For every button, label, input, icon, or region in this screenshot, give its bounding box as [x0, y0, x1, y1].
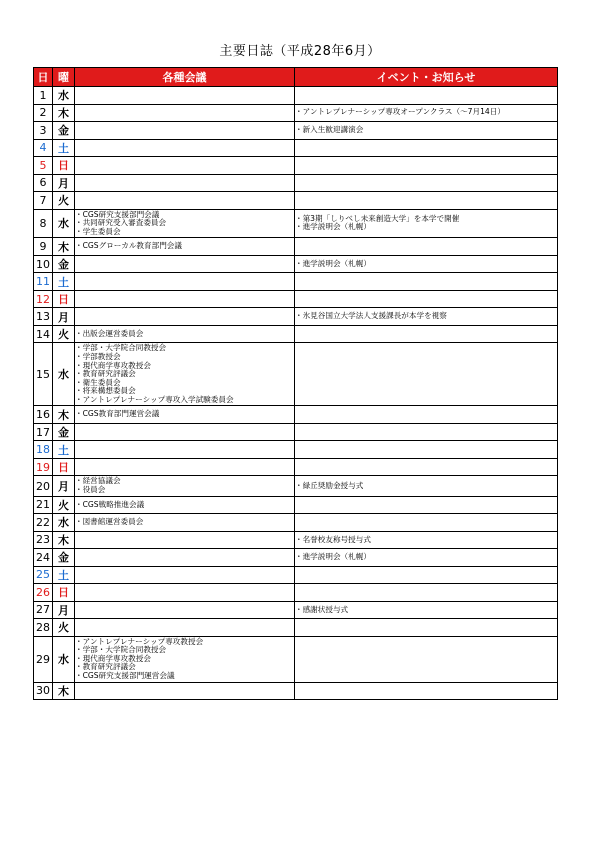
journal-row: [34, 496, 558, 514]
day-cell: 23: [34, 531, 53, 549]
journal-row: [34, 406, 558, 424]
journal-table: [33, 67, 558, 700]
day-cell: 4: [34, 139, 53, 157]
meetings-cell: [75, 255, 295, 273]
meetings-cell: [75, 619, 295, 637]
weekday-cell: 水: [53, 209, 75, 238]
meetings-cell: [75, 174, 295, 192]
journal-row: [34, 441, 558, 459]
meetings-cell: [75, 406, 295, 424]
day-cell: 21: [34, 496, 53, 514]
journal-rows: [34, 87, 558, 700]
events-cell: [295, 584, 558, 602]
journal-row: [34, 238, 558, 256]
journal-row: [34, 549, 558, 567]
weekday-cell: 金: [53, 423, 75, 441]
event-item: ・感謝状授与式: [295, 604, 349, 614]
meeting-item: ・CGS教育部門運営会議: [75, 409, 160, 419]
meeting-item: ・学部教授会: [75, 351, 121, 361]
journal-row: [34, 531, 558, 549]
day-cell: 22: [34, 514, 53, 532]
meetings-cell: [75, 238, 295, 256]
header-row: [34, 68, 558, 87]
weekday-cell: 火: [53, 192, 75, 210]
events-cell: [295, 343, 558, 406]
events-cell: [295, 514, 558, 532]
meeting-item: ・アントレプレナーシップ専攻教授会: [75, 636, 204, 646]
page-title: 主要日誌（平成28年6月）: [219, 44, 381, 59]
meetings-cell: [75, 209, 295, 238]
weekday-cell: 木: [53, 406, 75, 424]
event-item: ・氷見谷国立大学法人支援課長が本学を視察: [295, 311, 447, 321]
meeting-item: ・役員会: [75, 485, 106, 495]
header-meetings: 各種会議: [75, 68, 295, 87]
weekday-cell: 金: [53, 122, 75, 140]
weekday-cell: 日: [53, 584, 75, 602]
events-cell: [295, 122, 558, 140]
day-cell: 26: [34, 584, 53, 602]
day-cell: 27: [34, 601, 53, 619]
weekday-cell: 月: [53, 308, 75, 326]
meeting-item: ・学部・大学院合同教授会: [75, 343, 167, 353]
journal-row: [34, 255, 558, 273]
journal-row: [34, 157, 558, 175]
journal-row: [34, 122, 558, 140]
events-cell: [295, 458, 558, 476]
meetings-cell: [75, 458, 295, 476]
meetings-cell: [75, 566, 295, 584]
weekday-cell: 木: [53, 238, 75, 256]
journal-row: [34, 192, 558, 210]
day-cell: 18: [34, 441, 53, 459]
meeting-item: ・共同研究受入審査委員会: [75, 218, 167, 228]
weekday-cell: 木: [53, 531, 75, 549]
day-cell: 7: [34, 192, 53, 210]
weekday-cell: 木: [53, 104, 75, 122]
meetings-cell: [75, 531, 295, 549]
weekday-cell: 土: [53, 273, 75, 291]
meetings-cell: [75, 682, 295, 700]
meetings-cell: [75, 496, 295, 514]
weekday-cell: 月: [53, 476, 75, 496]
weekday-cell: 日: [53, 157, 75, 175]
day-cell: 14: [34, 325, 53, 343]
events-cell: [295, 174, 558, 192]
meetings-cell: [75, 290, 295, 308]
events-cell: [295, 192, 558, 210]
journal-row: [34, 87, 558, 105]
weekday-cell: 日: [53, 458, 75, 476]
meeting-item: ・衛生委員会: [75, 377, 121, 387]
day-cell: 9: [34, 238, 53, 256]
day-cell: 29: [34, 636, 53, 682]
day-cell: 24: [34, 549, 53, 567]
journal-row: [34, 476, 558, 496]
events-cell: [295, 209, 558, 238]
weekday-cell: 土: [53, 566, 75, 584]
meeting-item: ・現代商学専攻教授会: [75, 653, 151, 663]
events-cell: [295, 104, 558, 122]
events-cell: [295, 682, 558, 700]
day-cell: 2: [34, 104, 53, 122]
day-cell: 28: [34, 619, 53, 637]
meetings-cell: [75, 549, 295, 567]
event-item: ・第3期「しりべし未来創造大学」を本学で開催: [295, 213, 460, 223]
journal-row: [34, 584, 558, 602]
events-cell: [295, 636, 558, 682]
event-item: ・新入生歓迎講演会: [295, 124, 364, 134]
header-events: イベント・お知らせ: [295, 68, 558, 87]
day-cell: 20: [34, 476, 53, 496]
weekday-cell: 水: [53, 514, 75, 532]
meetings-cell: [75, 343, 295, 406]
day-cell: 25: [34, 566, 53, 584]
meetings-cell: [75, 514, 295, 532]
day-cell: 16: [34, 406, 53, 424]
day-cell: 3: [34, 122, 53, 140]
weekday-cell: 火: [53, 325, 75, 343]
day-cell: 6: [34, 174, 53, 192]
meeting-item: ・教育研究評議会: [75, 369, 136, 379]
day-cell: 30: [34, 682, 53, 700]
weekday-cell: 金: [53, 255, 75, 273]
meetings-cell: [75, 476, 295, 496]
meetings-cell: [75, 325, 295, 343]
journal-row: [34, 636, 558, 682]
meeting-item: ・教育研究評議会: [75, 662, 136, 672]
day-cell: 8: [34, 209, 53, 238]
events-cell: [295, 87, 558, 105]
journal-row: [34, 514, 558, 532]
meetings-cell: [75, 139, 295, 157]
day-cell: 12: [34, 290, 53, 308]
journal-row: [34, 139, 558, 157]
weekday-cell: 土: [53, 139, 75, 157]
meeting-item: ・現代商学専攻教授会: [75, 360, 151, 370]
events-cell: [295, 601, 558, 619]
events-cell: [295, 157, 558, 175]
day-cell: 10: [34, 255, 53, 273]
events-cell: [295, 531, 558, 549]
day-cell: 5: [34, 157, 53, 175]
events-cell: [295, 423, 558, 441]
journal-row: [34, 273, 558, 291]
meeting-item: ・CGS研究支援部門会議: [75, 209, 160, 219]
meeting-item: ・CGS戦略推進会議: [75, 499, 145, 509]
journal-row: [34, 290, 558, 308]
meeting-item: ・CGS研究支援部門運営会議: [75, 671, 175, 681]
meeting-item: ・学生委員会: [75, 226, 121, 236]
meetings-cell: [75, 157, 295, 175]
event-item: ・緑丘奨励金授与式: [295, 480, 364, 490]
events-cell: [295, 441, 558, 459]
weekday-cell: 日: [53, 290, 75, 308]
journal-row: [34, 209, 558, 238]
events-cell: [295, 290, 558, 308]
weekday-cell: 水: [53, 636, 75, 682]
meetings-cell: [75, 601, 295, 619]
meetings-cell: [75, 584, 295, 602]
meetings-cell: [75, 104, 295, 122]
journal-row: [34, 325, 558, 343]
events-cell: [295, 406, 558, 424]
meetings-cell: [75, 636, 295, 682]
meeting-item: ・CGSグローカル教育部門会議: [75, 241, 182, 251]
meeting-item: ・図書館運営委員会: [75, 517, 144, 527]
event-item: ・進学説明会（札幌）: [295, 552, 371, 562]
event-item: ・名誉校友称号授与式: [295, 534, 371, 544]
events-cell: [295, 255, 558, 273]
header-dow: 曜: [53, 68, 75, 87]
journal-row: [34, 343, 558, 406]
day-cell: 19: [34, 458, 53, 476]
events-cell: [295, 273, 558, 291]
event-item: ・進学説明会（札幌）: [295, 258, 371, 268]
weekday-cell: 火: [53, 619, 75, 637]
event-item: ・進学説明会（札幌）: [295, 222, 371, 232]
events-cell: [295, 139, 558, 157]
meetings-cell: [75, 122, 295, 140]
journal-row: [34, 174, 558, 192]
weekday-cell: 水: [53, 343, 75, 406]
events-cell: [295, 496, 558, 514]
meetings-cell: [75, 441, 295, 459]
journal-row: [34, 308, 558, 326]
meeting-item: ・出版会運営委員会: [75, 328, 144, 338]
meeting-item: ・学部・大学院合同教授会: [75, 645, 167, 655]
weekday-cell: 火: [53, 496, 75, 514]
journal-row: [34, 423, 558, 441]
meeting-item: ・経営協議会: [75, 476, 121, 486]
journal-row: [34, 104, 558, 122]
day-cell: 17: [34, 423, 53, 441]
weekday-cell: 土: [53, 441, 75, 459]
meetings-cell: [75, 423, 295, 441]
meeting-item: ・アントレプレナーシップ専攻入学試験委員会: [75, 394, 234, 404]
day-cell: 15: [34, 343, 53, 406]
day-cell: 13: [34, 308, 53, 326]
journal-row: [34, 619, 558, 637]
journal-row: [34, 682, 558, 700]
journal-row: [34, 566, 558, 584]
day-cell: 11: [34, 273, 53, 291]
weekday-cell: 金: [53, 549, 75, 567]
weekday-cell: 月: [53, 174, 75, 192]
header-day: 日: [34, 68, 53, 87]
weekday-cell: 水: [53, 87, 75, 105]
events-cell: [295, 549, 558, 567]
journal-row: [34, 601, 558, 619]
event-item: ・アントレプレナーシップ専攻オープンクラス（～7月14日）: [295, 107, 505, 117]
events-cell: [295, 325, 558, 343]
weekday-cell: 木: [53, 682, 75, 700]
meetings-cell: [75, 273, 295, 291]
journal-row: [34, 458, 558, 476]
day-cell: 1: [34, 87, 53, 105]
weekday-cell: 月: [53, 601, 75, 619]
events-cell: [295, 308, 558, 326]
meeting-item: ・将来構想委員会: [75, 386, 136, 396]
meetings-cell: [75, 192, 295, 210]
meetings-cell: [75, 87, 295, 105]
events-cell: [295, 476, 558, 496]
meetings-cell: [75, 308, 295, 326]
events-cell: [295, 566, 558, 584]
events-cell: [295, 238, 558, 256]
events-cell: [295, 619, 558, 637]
